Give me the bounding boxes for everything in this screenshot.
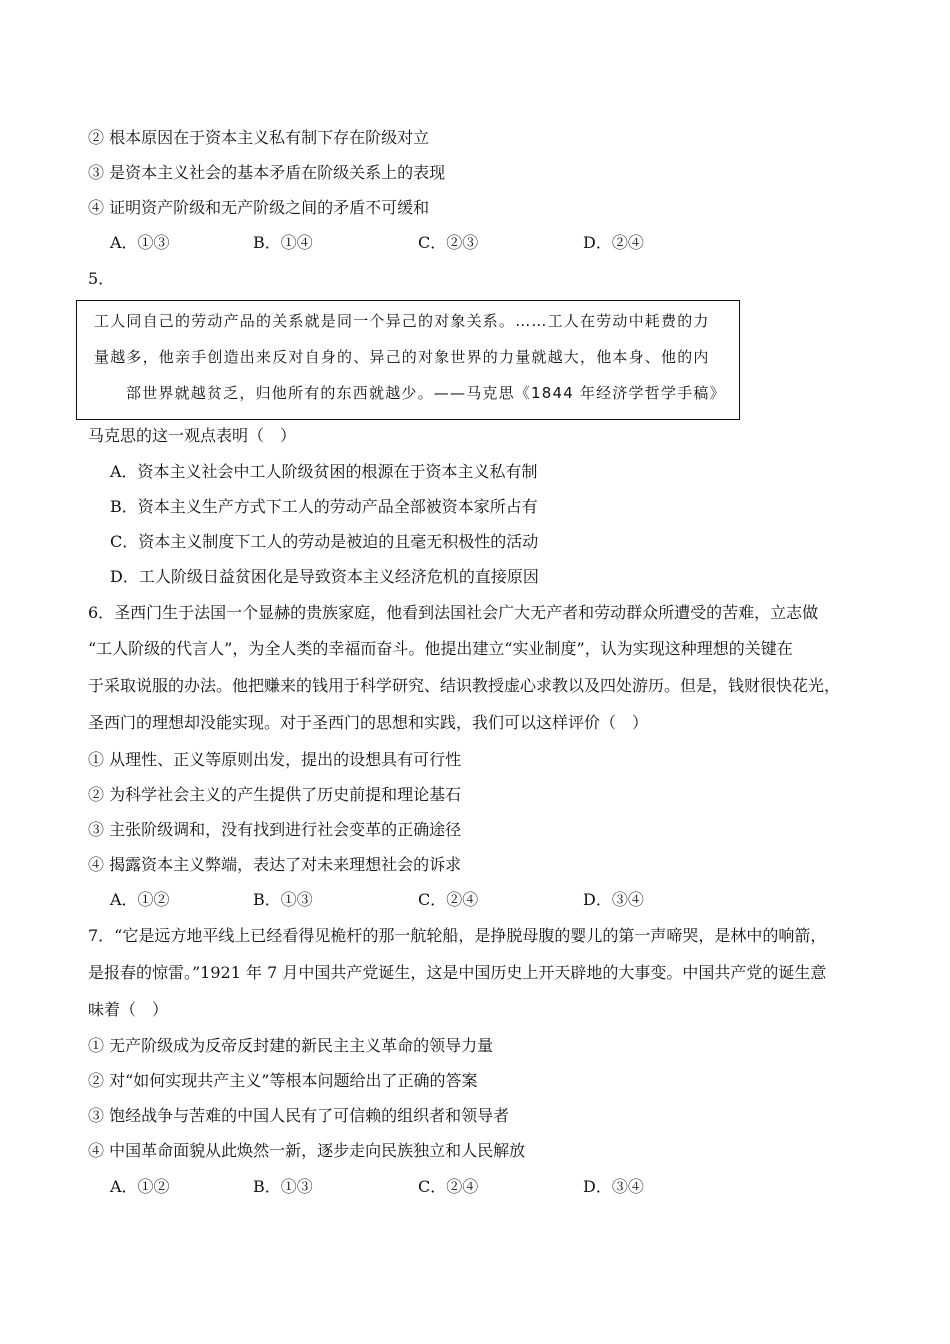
q5-option-b: B．资本主义生产方式下工人的劳动产品全部被资本家所占有 [110, 497, 538, 516]
q6-stem-line-2: “工人阶级的代言人”，为全人类的幸福而奋斗。他提出建立“实业制度”，认为实现这种理想的关键在 [88, 639, 793, 658]
q7-option-d: D．③④ [583, 1177, 644, 1196]
q6-stem-line-3: 于采取说服的办法。他把赚来的钱用于科学研究、结识教授虚心求教以及四处游历。但是，钱财很快花光， [88, 676, 841, 695]
q6-stem-line-1: 6．圣西门生于法国一个显赫的贵族家庭，他看到法国社会广大无产者和劳动群众所遭受的苦难，立志做 [88, 603, 819, 622]
q4-option-b: B．①④ [253, 233, 313, 252]
q6-option-b: B．①③ [253, 890, 313, 909]
q7-item-1: ① 无产阶级成为反帝反封建的新民主主义革命的领导力量 [88, 1036, 494, 1055]
q7-option-b: B．①③ [253, 1177, 313, 1196]
q7-option-c: C．②④ [418, 1177, 479, 1196]
q5-quote-line-3: 部世界就越贫乏，归他所有的东西就越少。——马克思《1844 年经济学哲学手稿》 [126, 384, 726, 402]
q4-item-3: ③ 是资本主义社会的基本矛盾在阶级关系上的表现 [88, 163, 446, 182]
q5-quote-line-1: 工人同自己的劳动产品的关系就是同一个异己的对象关系。……工人在劳动中耗费的力 [94, 312, 710, 330]
q4-item-2: ② 根本原因在于资本主义私有制下存在阶级对立 [88, 128, 430, 147]
q6-item-3: ③ 主张阶级调和，没有找到进行社会变革的正确途径 [88, 820, 462, 839]
q7-item-2: ② 对“如何实现共产主义”等根本问题给出了正确的答案 [88, 1071, 478, 1090]
q5-number: 5． [88, 269, 115, 288]
q5-quote-line-2: 量越多，他亲手创造出来反对自身的、异己的对象世界的力量就越大，他本身、他的内 [94, 348, 710, 366]
q6-option-d: D．③④ [583, 890, 644, 909]
q6-item-4: ④ 揭露资本主义弊端，表达了对未来理想社会的诉求 [88, 855, 462, 874]
q6-item-2: ② 为科学社会主义的产生提供了历史前提和理论基石 [88, 785, 462, 804]
q6-stem-line-4: 圣西门的理想却没能实现。对于圣西门的思想和实践，我们可以这样评价（ ） [88, 713, 649, 732]
q7-stem-line-1: 7．“它是远方地平线上已经看得见桅杆的那一航轮船，是挣脱母腹的婴儿的第一声啼哭，是林中的响箭， [88, 926, 827, 945]
q6-option-a: A．①② [110, 890, 170, 909]
q7-item-3: ③ 饱经战争与苦难的中国人民有了可信赖的组织者和领导者 [88, 1106, 510, 1125]
q5-stem: 马克思的这一观点表明（ ） [88, 426, 297, 445]
q5-option-a: A．资本主义社会中工人阶级贫困的根源在于资本主义私有制 [110, 462, 538, 481]
q6-option-c: C．②④ [418, 890, 479, 909]
q6-item-1: ① 从理性、正义等原则出发，提出的设想具有可行性 [88, 750, 462, 769]
q5-option-c: C．资本主义制度下工人的劳动是被迫的且毫无积极性的活动 [110, 532, 539, 551]
q7-stem-line-2: 是报春的惊雷。”1921 年 7 月中国共产党诞生，这是中国历史上开天辟地的大事变。中国共产党的诞生意 [88, 963, 827, 982]
q4-option-d: D．②④ [583, 233, 644, 252]
q7-item-4: ④ 中国革命面貌从此焕然一新，逐步走向民族独立和人民解放 [88, 1141, 526, 1160]
q4-option-c: C．②③ [418, 233, 479, 252]
q5-option-d: D．工人阶级日益贫困化是导致资本主义经济危机的直接原因 [110, 567, 539, 586]
q4-item-4: ④ 证明资产阶级和无产阶级之间的矛盾不可缓和 [88, 198, 430, 217]
q7-stem-line-3: 味着（ ） [88, 1000, 169, 1019]
q4-option-a: A．①③ [110, 233, 170, 252]
q7-option-a: A．①② [110, 1177, 170, 1196]
